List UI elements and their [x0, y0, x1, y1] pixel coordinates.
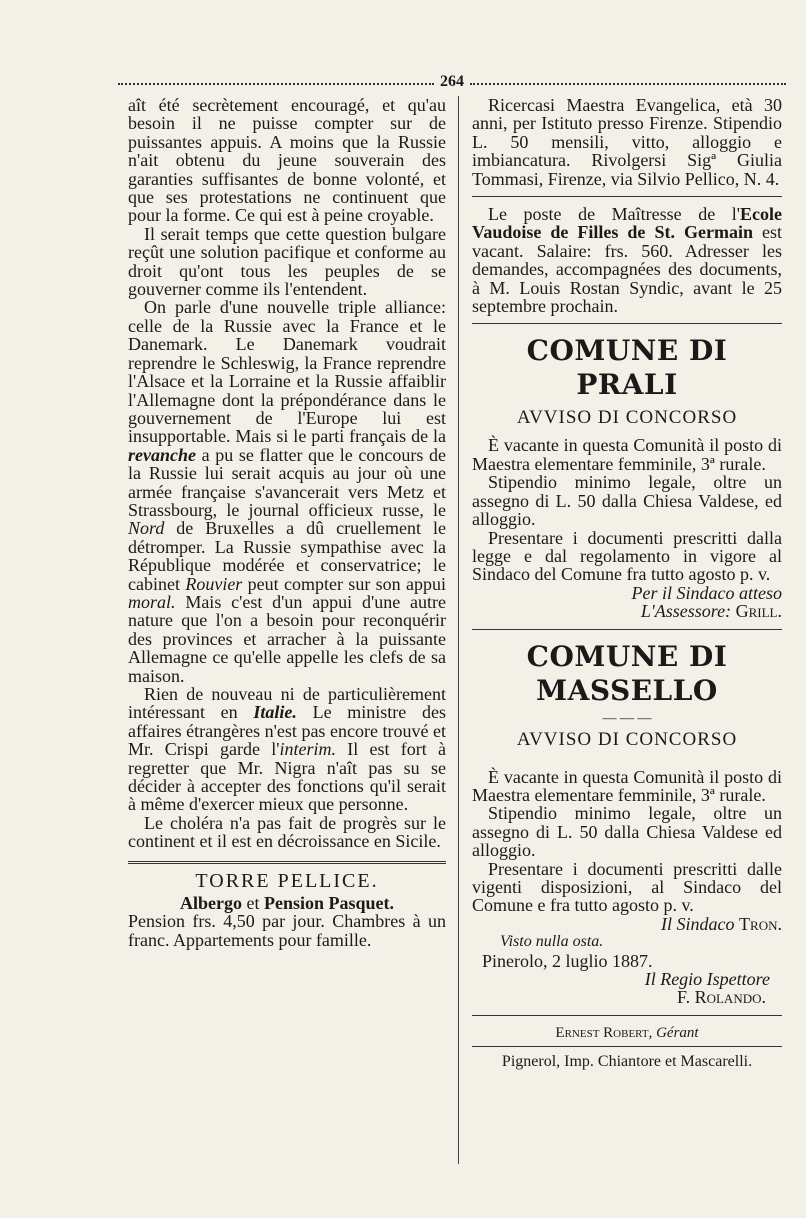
pension-heading	[128, 894, 446, 912]
section-rule	[472, 323, 782, 324]
massello-title: COMUNE DI MASSELLO	[526, 639, 728, 707]
prali-subtitle: AVVISO DI CONCORSO	[516, 407, 738, 429]
ad-ecole-vaudoise	[472, 205, 782, 315]
text-run: est vacant. Salaire: frs. 560. Adresser les demandes, accompagnées des documents, à M. Louis Rostan Syndic, avant le 25 septembre prochain.	[472, 222, 782, 317]
text-run: Il Sindaco	[661, 913, 740, 934]
text-run: Rien de nouveau ni de particulièrement intéressant en	[128, 684, 446, 723]
text-run: Mais c'est d'un appui d'une autre nature que l'on a besoin pour reconquérir des provinces et arracher à la puissante Allemagne ce qu'elle appelle les clefs de sa maison.	[128, 591, 446, 686]
article-paragraph-italy	[128, 685, 446, 814]
text-run: Le poste de Maîtresse de l'	[488, 204, 740, 225]
section-rule	[472, 1015, 782, 1016]
text-run: Rouvier	[185, 573, 243, 594]
text-run: Italie.	[253, 702, 297, 723]
massello-dash: — — —	[602, 710, 652, 726]
section-rule	[128, 861, 446, 864]
text-run: peut compter sur son appui	[242, 573, 446, 594]
page-number: 264	[440, 73, 464, 90]
prali-title: COMUNE DI PRALI	[526, 334, 728, 402]
prali-signature: Per il Sindaco atteso	[631, 582, 782, 603]
prali-assessore	[472, 602, 782, 620]
text-run: On parle d'une nouvelle triple alliance: celle de la Russie avec la France et le Danemark. Le Danemark voudrait reprendre le Schleswig, la France reprendre l'Alsace et la Lorraine et la Russie affaiblir l'Allemagne dont la prépondérance dans le gouvernement de l'Europe lui est insupportable. Mais si le parti français de la	[128, 297, 446, 447]
massello-signature	[472, 915, 782, 933]
ad-maestra-evangelica: Ricercasi Maestra Evangelica, età 30 anni, per Istituto presso Firenze. Stipendio L. 50 mensili, vitto, alloggio e imbiancatura. Rivolgersi Sigª Giulia Tommasi, Firenze, via Silvio Pellico, N. 4.	[472, 95, 782, 189]
text-run: Albergo	[179, 893, 242, 914]
article-paragraph: Il serait temps que cette question bulgare reçût une solution pacifique et conforme au droit qu'ont tous les peuples de se gouverner comme ils l'entendent.	[128, 223, 446, 300]
column-divider	[458, 96, 459, 1164]
massello-paragraph: Stipendio minimo legale, oltre un assegno di L. 50 dalla Chiesa Valdese ed alloggio.	[472, 803, 782, 861]
left-column	[128, 96, 446, 949]
place-date: Pinerolo, 2 luglio 1887.	[482, 950, 653, 971]
text-run: , Gérant	[648, 1024, 699, 1041]
text-run: Il est fort à regretter que Mr. Nigra n'aît pas su se décider à accepter des fonctions qu'il serait à même d'exercer mieux que personne.	[128, 739, 446, 815]
prali-paragraph: Stipendio minimo legale, oltre un assegno di L. 50 dalla Chiesa Valdese, ed alloggio.	[472, 472, 782, 530]
torre-pellice-title: TORRE PELLICE.	[195, 869, 379, 892]
gerant-line	[472, 1024, 782, 1042]
text-run: Grill.	[735, 601, 782, 622]
text-run: de Bruxelles a dû cruellement le détromper. La Russie sympathise avec la République modérée et conservatrice; le cabinet	[128, 518, 446, 594]
header-rule-left	[118, 83, 434, 85]
text-run: Ernest Robert	[555, 1024, 649, 1041]
header-rule-right	[470, 83, 786, 85]
pension-text: Pension frs. 4,50 par jour. Chambres à un franc. Appartements pour famille.	[128, 911, 446, 950]
article-paragraph-alliance	[128, 298, 446, 685]
inspector-title: Il Regio Ispettore	[644, 969, 770, 989]
article-paragraph: Le choléra n'a pas fait de progrès sur le continent et il est en décroissance en Sicile.	[128, 812, 446, 852]
text-run: interim.	[279, 739, 336, 760]
prali-paragraph: È vacante in questa Comunità il posto di Maestra elementare femminile, 3ª rurale.	[472, 435, 782, 474]
printer-line: Pignerol, Imp. Chiantore et Mascarelli.	[501, 1053, 753, 1071]
text-run: revanche	[128, 444, 196, 465]
text-run: a pu se flatter que le concours de la Russie lui serait acquis au jour où une armée française s'avancerait vers Metz et Strassbourg, le journal officieux russe, le	[128, 444, 446, 520]
inspector-name: F. Rolando.	[677, 987, 766, 1008]
text-run: Pension Pasquet.	[263, 893, 395, 914]
section-rule	[472, 196, 782, 197]
page-header	[118, 72, 786, 92]
text-run: moral.	[128, 591, 176, 612]
text-run: Le ministre des affaires étrangères n'est pas encore trouvé et Mr. Crispi garde l'	[128, 702, 446, 760]
text-run: Nord	[128, 518, 165, 539]
text-run: Tron.	[739, 913, 782, 934]
text-run: Ecole Vaudoise de Filles de St. Germain	[472, 204, 782, 243]
prali-paragraph: Presentare i documenti prescritti dalla legge e dal regolamento in vigore al Sindaco del Comune fra tutto agosto p. v.	[472, 527, 782, 585]
right-column	[472, 96, 782, 1072]
section-rule	[472, 1046, 782, 1047]
text-run: L'Assessore:	[640, 601, 736, 622]
massello-paragraph: Presentare i documenti prescritti dalle vigenti disposizioni, al Sindaco del Comune e fra tutto agosto p. v.	[472, 858, 782, 916]
text-run: et	[241, 893, 264, 914]
section-rule	[472, 629, 782, 630]
visto-nulla-osta: Visto nulla osta.	[500, 933, 604, 951]
massello-subtitle: AVVISO DI CONCORSO	[516, 728, 738, 750]
article-paragraph: aît été secrètement encouragé, et qu'au besoin il ne puisse compter sur de puissantes appuis. A moins que la Russie n'ait obtenu du jeune souverain des garanties suffisantes de bonne volonté, et que ses protestations ne continuent que pour la forme. Ce qui est à peine croyable.	[128, 95, 446, 226]
massello-paragraph: È vacante in questa Comunità il posto di Maestra elementare femminile, 3ª rurale.	[472, 766, 782, 805]
